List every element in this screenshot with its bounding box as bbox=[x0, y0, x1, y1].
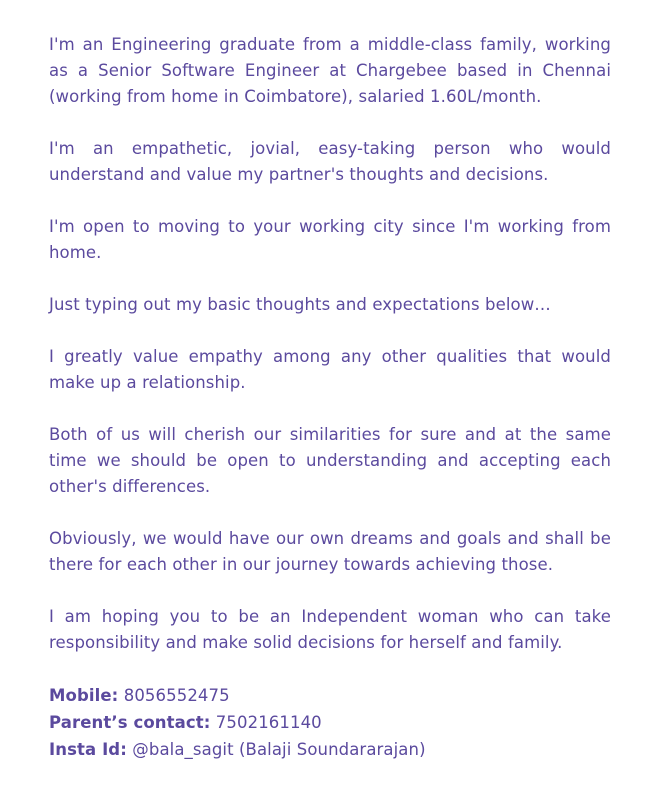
contact-section bbox=[49, 682, 611, 763]
paragraph-dreams-goals: Obviously, we would have our own dreams and goals and shall be there for each other in our journey towards achieving those. bbox=[49, 529, 611, 574]
contact-insta-value: @bala_sagit (Balaji Soundararajan) bbox=[132, 740, 426, 759]
contact-mobile-value: 8056552475 bbox=[123, 686, 230, 705]
paragraph-partner-expectation: I am hoping you to be an Independent woman who can take responsibility and make solid decisions for herself and family. bbox=[49, 607, 611, 652]
paragraph-similarities: Both of us will cherish our similarities for sure and at the same time we should be open to understanding and accepting each other's differences. bbox=[49, 425, 611, 496]
contact-insta-label: Insta Id: bbox=[49, 740, 127, 759]
paragraph-relocation: I'm open to moving to your working city since I'm working from home. bbox=[49, 217, 611, 262]
contact-mobile-label: Mobile: bbox=[49, 686, 119, 705]
contact-parent bbox=[49, 709, 611, 736]
contact-parent-label: Parent’s contact: bbox=[49, 713, 211, 732]
paragraph-intro-career: I'm an Engineering graduate from a middle-class family, working as a Senior Software Engineer at Chargebee based in Chennai (working from home in Coimbatore), salaried 1.60L/month. bbox=[49, 35, 611, 106]
paragraph-empathy: I greatly value empathy among any other qualities that would make up a relationship. bbox=[49, 347, 611, 392]
contact-insta bbox=[49, 736, 611, 763]
paragraph-expectations-intro: Just typing out my basic thoughts and expectations below… bbox=[49, 295, 551, 314]
contact-mobile bbox=[49, 682, 611, 709]
contact-parent-value: 7502161140 bbox=[215, 713, 322, 732]
paragraph-personality: I'm an empathetic, jovial, easy-taking person who would understand and value my partner's thoughts and decisions. bbox=[49, 139, 611, 184]
